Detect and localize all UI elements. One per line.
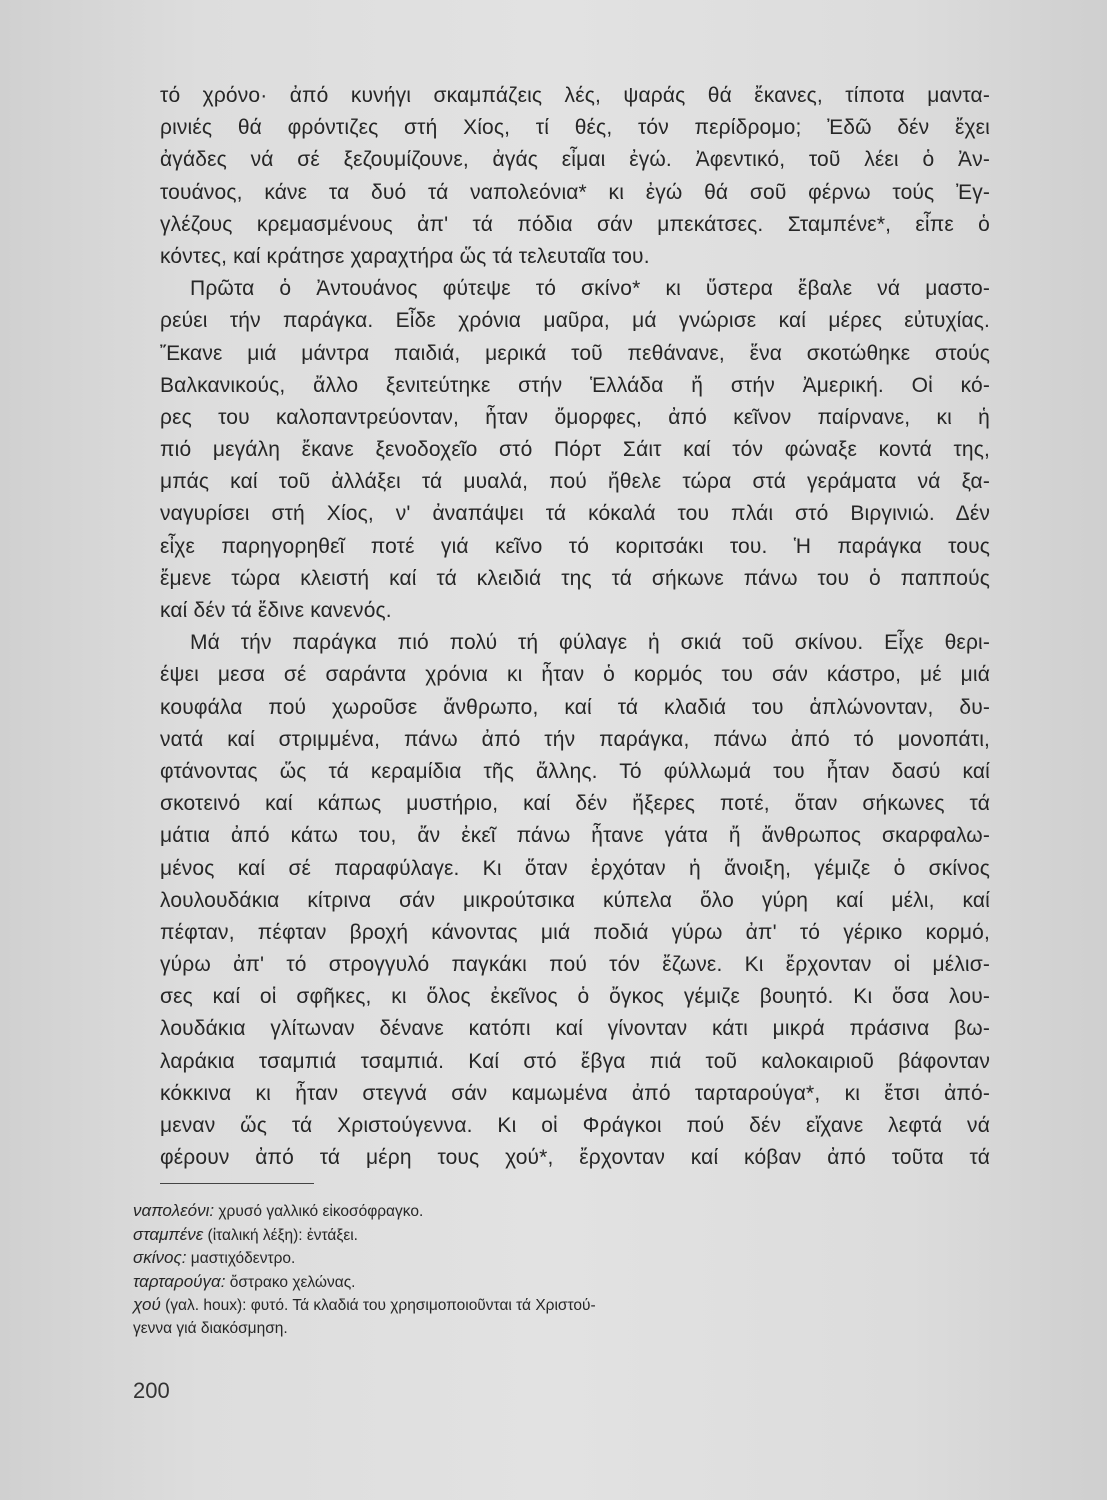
text-line: Πρῶτα ὁ Ἀντουάνος φύτεψε τό σκίνο* κι ὕστερα ἔβαλε νά μαστο- [190, 277, 990, 301]
paragraph-2 [160, 273, 990, 627]
text-line: γύρω ἀπ' τό στρογγυλό παγκάκι πού τόν ἔζωνε. Κι ἔρχονταν οἱ μέλισ- [160, 953, 990, 977]
footnote-definition: ὄστρακο χελώνας. [229, 1273, 356, 1291]
text-line: φέρουν ἀπό τά μέρη τους χού*, ἔρχονταν καί κόβαν ἀπό τοῦτα τά [160, 1146, 990, 1170]
text-line: εἶχε παρηγορηθεῖ ποτέ γιά κεῖνο τό κοριτσάκι του. Ἡ παράγκα τους [160, 534, 990, 558]
footnote-term: σκίνος: [133, 1248, 187, 1267]
footnote-definition: (γαλ. houx): φυτό. Τά κλαδιά του χρησιμοποιοῦνται τά Χριστού- [165, 1297, 596, 1314]
footnote-divider [160, 1183, 314, 1184]
text-line: Βαλκανικούς, ἄλλο ξενιτεύτηκε στήν Ἑλλάδα ἤ στήν Ἀμερική. Οἱ κό- [160, 373, 990, 397]
text-line: μεναν ὥς τά Χριστούγεννα. Κι οἱ Φράγκοι πού δέν εἴχανε λεφτά νά [160, 1114, 990, 1137]
footnote [133, 1247, 913, 1271]
footnote-term: χού [133, 1295, 161, 1314]
text-line: νατά καί στριμμένα, πάνω ἀπό τήν παράγκα, πάνω ἀπό τό μονοπάτι, [160, 727, 990, 751]
footnote [133, 1224, 913, 1248]
footnote-definition: χρυσό γαλλικό εἰκοσόφραγκο. [218, 1203, 424, 1220]
text-line: Μά τήν παράγκα πιό πολύ τή φύλαγε ἡ σκιά τοῦ σκίνου. Εἶχε θερι- [190, 631, 990, 655]
footnote-term: ναπολεόνι: [133, 1201, 215, 1220]
text-line: ἀγάδες νά σέ ξεζουμίζουνε, ἀγάς εἶμαι ἐγώ. Ἀφεντικό, τοῦ λέει ὁ Ἀν- [160, 148, 990, 172]
footnote-term: ταρταρούγα: [133, 1271, 226, 1291]
page-number: 200 [133, 1378, 170, 1403]
text-line: λουλουδάκια κίτρινα σάν μικρούτσικα κύπελα ὅλο γύρη καί μέλι, καί [160, 888, 990, 912]
text-line: κουφάλα πού χωροῦσε ἄνθρωπο, καί τά κλαδιά του ἁπλώνονταν, δυ- [160, 695, 990, 719]
footnote-continuation: γεννα γιά διακόσμηση. [133, 1319, 288, 1337]
text-line: μάτια ἀπό κάτω του, ἄν ἐκεῖ πάνω ἦτανε γάτα ἤ ἄνθρωπος σκαρφαλω- [160, 824, 990, 848]
text-line: σκοτεινό καί κάπως μυστήριο, καί δέν ἤξερες ποτέ, ὅταν σήκωνες τά [160, 792, 990, 816]
footnote-term: σταμπένε [133, 1224, 204, 1244]
text-line: καί δέν τά ἔδινε κανενός. [160, 599, 392, 622]
text-line: τουάνος, κάνε τα δυό τά ναπολεόνια* κι ἐγώ θά σοῦ φέρνω τούς Ἐγ- [160, 180, 990, 204]
text-line: τό χρόνο· ἀπό κυνήγι σκαμπάζεις λές, ψαράς θά ἔκανες, τίποτα μαντα- [160, 84, 990, 107]
paragraph-1 [160, 80, 990, 273]
text-line: μένος καί σέ παραφύλαγε. Κι ὅταν ἐρχόταν ἡ ἄνοιξη, γέμιζε ὁ σκίνος [160, 856, 990, 880]
footnote-definition: μαστιχόδεντρο. [190, 1250, 296, 1267]
footnote [133, 1271, 913, 1295]
text-line: ἔμενε τώρα κλειστή καί τά κλειδιά της τά σήκωνε πάνω του ὁ παππούς [160, 566, 990, 590]
footnote-definition: (ἰταλική λέξη): ἐντάξει. [207, 1226, 358, 1244]
text-line: πέφταν, πέφταν βροχή κάνοντας μιά ποδιά γύρω ἀπ' τό γέρικο κορμό, [160, 920, 990, 944]
paragraph-3 [160, 627, 990, 1174]
text-line: σες καί οἱ σφῆκες, κι ὅλος ἐκεῖνος ὁ ὄγκος γέμιζε βουητό. Κι ὅσα λου- [160, 985, 990, 1009]
footnotes [133, 1200, 913, 1340]
text-line: ρες του καλοπαντρεύονταν, ἦταν ὄμορφες, ἀπό κεῖνον παίρνανε, κι ἡ [160, 405, 990, 429]
footnote [133, 1294, 913, 1318]
text-line: φτάνοντας ὥς τά κεραμίδια τῆς ἄλλης. Τό φύλλωμά του ἦταν δασύ καί [160, 759, 990, 783]
text-line: ρινιές θά φρόντιζες στή Χίος, τί θές, τόν περίδρομο; Ἐδῶ δέν ἔχει [160, 116, 990, 140]
text-line: λαράκια τσαμπιά τσαμπιά. Καί στό ἔβγα πιά τοῦ καλοκαιριοῦ βάφονταν [160, 1049, 990, 1073]
text-line: πιό μεγάλη ἔκανε ξενοδοχεῖο στό Πόρτ Σάιτ καί τόν φώναξε κοντά της, [160, 438, 990, 462]
text-line: ναγυρίσει στή Χίος, ν' ἀναπάψει τά κόκαλά του πλάι στό Βιργινιώ. Δέν [160, 502, 990, 526]
body-text [160, 80, 990, 1174]
text-line: κόντες, καί κράτησε χαραχτήρα ὥς τά τελευταῖα του. [160, 244, 650, 268]
text-line: γλέζους κρεμασμένους ἀπ' τά πόδια σάν μπεκάτσες. Σταμπένε*, εἶπε ὁ [160, 212, 990, 236]
text-line: Ἔκανε μιά μάντρα παιδιά, μερικά τοῦ πεθάνανε, ἕνα σκοτώθηκε στούς [160, 341, 990, 365]
text-line: μπάς καί τοῦ ἀλλάξει τά μυαλά, πού ἤθελε τώρα στά γεράματα νά ξα- [160, 470, 990, 494]
text-line: έψει μεσα σέ σαράντα χρόνια κι ἦταν ὁ κορμός του σάν κάστρο, μέ μιά [160, 663, 990, 687]
text-line: κόκκινα κι ἦταν στεγνά σάν καμωμένα ἀπό ταρταρούγα*, κι ἔτσι ἀπό- [160, 1081, 990, 1105]
footnote [133, 1200, 913, 1224]
text-line: ρεύει τήν παράγκα. Εἶδε χρόνια μαῦρα, μά γνώρισε καί μέρες εὐτυχίας. [160, 309, 990, 333]
text-line: λουδάκια γλίτωναν δένανε κατόπι καί γίνονταν κάτι μικρά πράσινα βω- [160, 1017, 990, 1041]
